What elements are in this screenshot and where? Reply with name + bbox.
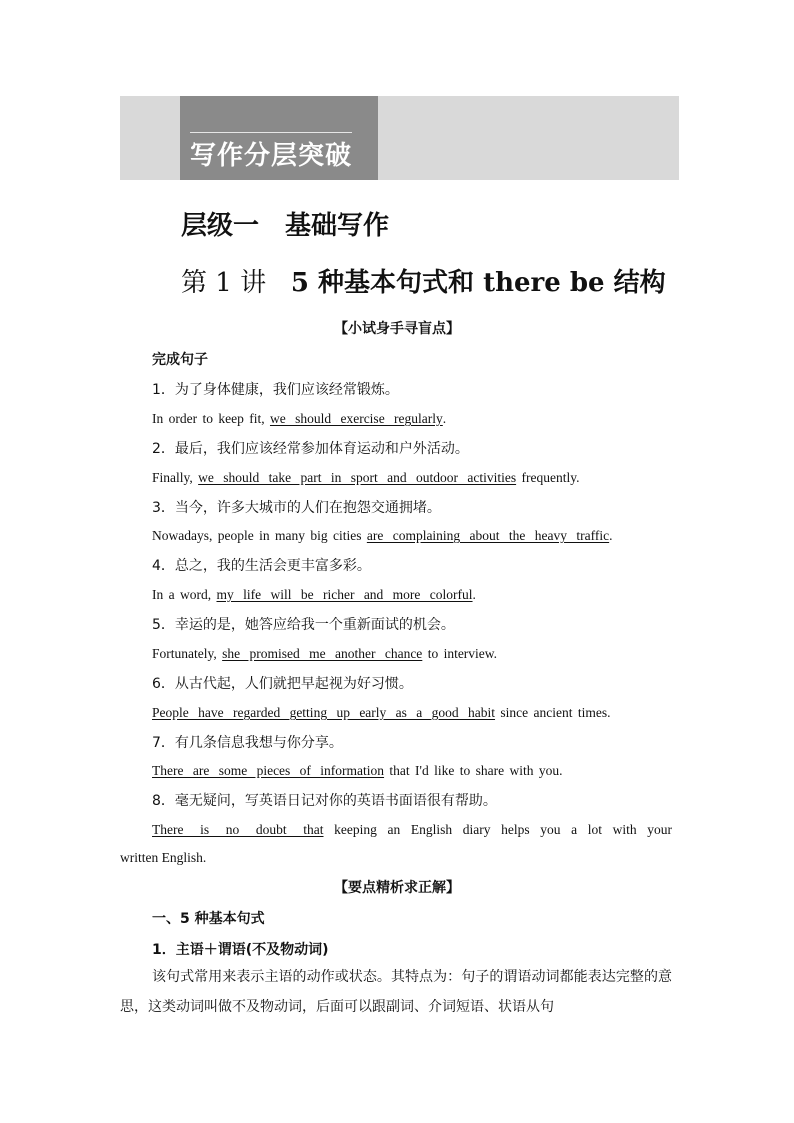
answer-prefix: In order to keep fit, — [152, 411, 270, 426]
answer-7 — [152, 763, 672, 779]
section-header-key-points: 【要点精析求正解】 — [334, 880, 460, 896]
answer-suffix: frequently. — [516, 470, 580, 485]
answer-suffix: . — [609, 528, 613, 543]
question-8: 8．毫无疑问，写英语日记对你的英语书面语很有帮助。 — [152, 793, 497, 809]
lecture-title — [181, 262, 666, 299]
answer-blank: we should take part in sport and outdoor activities — [198, 470, 517, 485]
lecture-main: 5 种基本句式和 there be 结构 — [290, 268, 666, 298]
answer-suffix: that I'd like to share with you. — [384, 763, 563, 778]
level-title: 层级一 基础写作 — [181, 211, 390, 241]
answer-suffix: keeping an English diary helps you a lot with your — [323, 822, 672, 837]
question-4: 4．总之，我的生活会更丰富多彩。 — [152, 558, 371, 574]
answer-suffix: . — [472, 587, 476, 602]
answer-3 — [152, 528, 672, 544]
answer-6 — [152, 705, 672, 721]
point-1-title: 1．主语＋谓语(不及物动词) — [152, 942, 329, 958]
answer-blank: are complaining about the heavy traffic — [366, 528, 610, 543]
answer-8-line2: written English. — [120, 850, 207, 865]
answer-blank: my life will be richer and more colorful — [216, 587, 473, 602]
answer-2 — [152, 470, 672, 486]
answer-5 — [152, 646, 672, 662]
banner-title: 写作分层突破 — [190, 132, 352, 172]
answer-blank: There are some pieces of information — [152, 763, 385, 778]
answer-blank: she promised me another chance — [222, 646, 423, 661]
answer-blank: There is no doubt that — [152, 822, 324, 837]
answer-prefix: In a word, — [152, 587, 217, 602]
answer-prefix: Finally, — [152, 470, 199, 485]
question-7: 7．有几条信息我想与你分享。 — [152, 735, 343, 751]
section-header-practice: 【小试身手寻盲点】 — [334, 321, 460, 337]
lecture-prefix: 第 1 讲 — [181, 268, 267, 298]
point-1-paragraph: 该句式常用来表示主语的动作或状态。其特点为：句子的谓语动词都能表达完整的意思，这类动词叫做不及物动词，后面可以跟副词、介词短语、状语从句 — [120, 969, 672, 1015]
subheading-complete-sentences: 完成句子 — [152, 352, 208, 368]
question-1: 1．为了身体健康，我们应该经常锻炼。 — [152, 382, 399, 398]
answer-prefix: Fortunately, — [152, 646, 223, 661]
answer-suffix: to interview. — [422, 646, 498, 661]
answer-8-line1 — [152, 822, 672, 838]
answer-blank: People have regarded getting up early as a good habit — [152, 705, 496, 720]
question-5: 5．幸运的是，她答应给我一个重新面试的机会。 — [152, 617, 455, 633]
answer-blank: we should exercise regularly — [269, 411, 443, 426]
question-2: 2．最后，我们应该经常参加体育运动和户外活动。 — [152, 441, 469, 457]
question-6: 6．从古代起，人们就把早起视为好习惯。 — [152, 676, 413, 692]
question-3: 3．当今，许多大城市的人们在抱怨交通拥堵。 — [152, 500, 441, 516]
section-banner — [120, 96, 679, 180]
answer-prefix: Nowadays, people in many big cities — [152, 528, 367, 543]
answer-4 — [152, 587, 672, 603]
heading-five-sentence-patterns: 一、5 种基本句式 — [152, 911, 265, 927]
answer-suffix: since ancient times. — [495, 705, 611, 720]
answer-1 — [152, 411, 672, 427]
banner-title-box — [180, 96, 378, 180]
answer-suffix: . — [442, 411, 447, 426]
